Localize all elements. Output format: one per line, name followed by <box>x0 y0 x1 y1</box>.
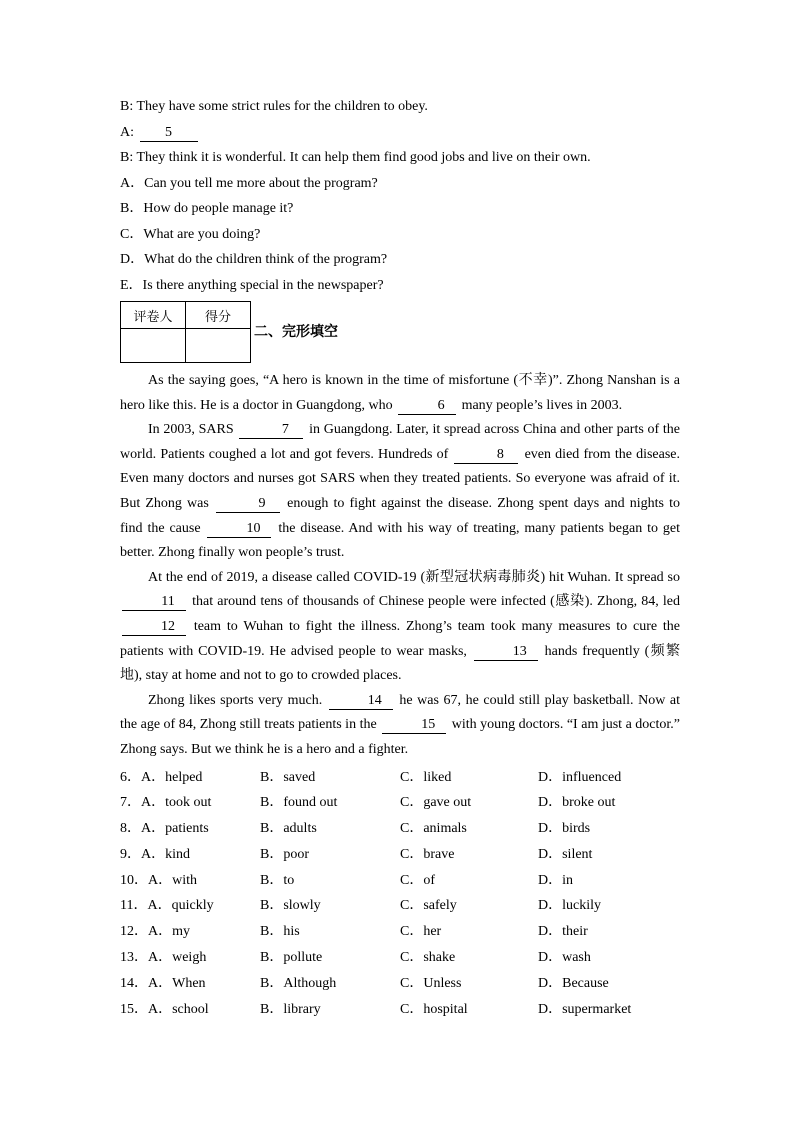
choice-b: B．How do people manage it? <box>120 201 294 216</box>
option-d[interactable]: D．wash <box>538 950 591 966</box>
option-b[interactable]: B．his <box>260 924 300 940</box>
passage-text: the disease. And with his way of treating, many patients began to get better. Zhong finally won people’s trust. <box>120 520 681 561</box>
option-row-6 <box>120 765 680 791</box>
choice-c: C．What are you doing? <box>120 226 261 242</box>
passage-text: team to Wuhan to fight the illness. Zhong’s team took many measures to cure the patients with COVID-19. He advised people to wear masks, <box>120 618 681 659</box>
option-b[interactable]: B．slowly <box>260 898 321 914</box>
passage-text: with young doctors. “I am just a doctor.” Zhong says. But we think he is a hero and a fighter. <box>120 717 681 757</box>
option-a[interactable]: 8．A．patients <box>120 821 209 837</box>
score-cell[interactable] <box>186 329 251 363</box>
option-b[interactable]: B．pollute <box>260 950 323 966</box>
speaker-label: A: <box>120 124 134 140</box>
answer-blank-7[interactable]: 7 <box>239 422 303 439</box>
choice-e: E．Is there anything special in the newspaper? <box>120 277 384 293</box>
option-row-10 <box>120 868 680 894</box>
option-c[interactable]: C．Unless <box>400 975 462 991</box>
option-a[interactable]: 10．A．with <box>120 872 197 888</box>
option-d[interactable]: D．influenced <box>538 769 622 785</box>
option-d[interactable]: D．broke out <box>538 795 616 811</box>
passage-text: that around tens of thousands of Chinese people were infected (感染). Zhong, 84, led <box>192 594 680 610</box>
answer-blank-15[interactable]: 15 <box>382 717 446 734</box>
speaker-label: B: <box>120 99 134 114</box>
passage-text: in Guangdong. Later, it spread across China and other parts of the world. Patients coughed a lot and got fevers. Hundreds of <box>120 422 681 462</box>
option-a[interactable]: 13．A．weigh <box>120 950 207 966</box>
option-d[interactable]: D．supermarket <box>538 1001 632 1017</box>
passage-text: In 2003, SARS <box>148 422 234 438</box>
answer-blank-13[interactable]: 13 <box>474 644 538 661</box>
exam-page <box>120 94 680 1022</box>
option-b[interactable]: B．library <box>260 1001 321 1017</box>
speaker-label: B: <box>120 150 134 165</box>
option-a[interactable]: 14．A．When <box>120 975 206 991</box>
answer-blank-10[interactable]: 10 <box>207 521 271 538</box>
option-row-14 <box>120 971 680 997</box>
dialogue-line-b2 <box>120 145 680 171</box>
option-c[interactable]: C．animals <box>400 821 467 837</box>
option-d[interactable]: D．Because <box>538 975 609 991</box>
answer-blank-11[interactable]: 11 <box>122 594 186 611</box>
passage-text: enough to fight against the disease. Zhong spent days and nights to find the cause <box>120 495 680 536</box>
option-b[interactable]: B．poor <box>260 846 309 862</box>
option-b[interactable]: B．to <box>260 872 295 888</box>
choice-d: D．What do the children think of the program? <box>120 252 388 267</box>
option-a[interactable]: 9．A．kind <box>120 846 190 862</box>
dialogue-text: They have some strict rules for the children to obey. <box>136 99 428 114</box>
answer-blank-8[interactable]: 8 <box>454 447 518 464</box>
passage-text: many people’s lives in 2003. <box>461 397 623 413</box>
option-d[interactable]: D．silent <box>538 846 593 862</box>
passage-text: hands frequently (频繁地), stay at home and not to go to crowded places. <box>120 643 680 684</box>
option-a[interactable]: 12．A．my <box>120 924 190 940</box>
passage-text: Zhong likes sports very much. <box>148 692 323 708</box>
passage-paragraph-1 <box>120 369 680 418</box>
reviewer-header: 评卷人 <box>121 302 186 329</box>
option-c[interactable]: C．liked <box>400 769 452 785</box>
answer-blank-9[interactable]: 9 <box>216 496 280 513</box>
option-row-7 <box>120 790 680 816</box>
answer-blank-6[interactable]: 6 <box>398 398 456 415</box>
option-a[interactable]: 6．A．helped <box>120 769 203 785</box>
reviewer-cell[interactable] <box>121 329 186 363</box>
passage-text: As the saying goes, “A hero is known in the time of misfortune (不幸)”. Zhong Nanshan is a hero like this. He is a doctor in Guangdong, who <box>120 373 680 413</box>
option-a[interactable]: 11．A．quickly <box>120 898 214 914</box>
section-title: 二、完形填空 <box>254 324 338 340</box>
passage-paragraph-4 <box>120 689 680 763</box>
option-c[interactable]: C．hospital <box>400 1001 468 1017</box>
option-d[interactable]: D．birds <box>538 821 591 837</box>
answer-blank-12[interactable]: 12 <box>122 619 186 636</box>
option-d[interactable]: D．in <box>538 872 573 888</box>
option-row-11 <box>120 893 680 919</box>
option-d[interactable]: D．their <box>538 924 588 940</box>
passage-text: even died from the disease. Even many doctors and nurses got SARS when they treated patients. So everyone was afraid of it. But Zhong was <box>120 446 681 511</box>
option-row-8 <box>120 816 680 842</box>
dialogue-line-b1 <box>120 94 680 120</box>
option-b[interactable]: B．adults <box>260 821 317 837</box>
option-a[interactable]: 7．A．took out <box>120 795 212 811</box>
option-d[interactable]: D．luckily <box>538 898 601 914</box>
choice-a: A．Can you tell me more about the program? <box>120 175 378 191</box>
option-row-13 <box>120 945 680 971</box>
option-c[interactable]: C．brave <box>400 846 455 862</box>
option-row-12 <box>120 919 680 945</box>
option-c[interactable]: C．of <box>400 872 435 888</box>
option-a[interactable]: 15．A．school <box>120 1001 209 1017</box>
passage-text: he was 67, he could still play basketball. Now at the age of 84, Zhong still treats patients in the <box>120 692 681 733</box>
score-header: 得分 <box>186 302 251 329</box>
option-c[interactable]: C．her <box>400 924 442 940</box>
option-b[interactable]: B．found out <box>260 795 338 811</box>
passage-paragraph-2 <box>120 418 680 566</box>
option-c[interactable]: C．safely <box>400 898 457 914</box>
dialogue-line-a5 <box>120 120 680 146</box>
options-list <box>120 765 680 1023</box>
answer-blank-14[interactable]: 14 <box>329 693 393 710</box>
option-row-9 <box>120 842 680 868</box>
option-b[interactable]: B．saved <box>260 769 316 785</box>
section-header <box>120 301 680 367</box>
passage-text: At the end of 2019, a disease called COVID-19 (新型冠状病毒肺炎) hit Wuhan. It spread so <box>148 569 680 585</box>
dialogue-text: They think it is wonderful. It can help them find good jobs and live on their own. <box>136 150 591 165</box>
passage-paragraph-3 <box>120 566 680 689</box>
option-b[interactable]: B．Although <box>260 975 337 991</box>
answer-blank-5[interactable]: 5 <box>140 125 198 142</box>
option-c[interactable]: C．gave out <box>400 795 472 811</box>
option-c[interactable]: C．shake <box>400 950 456 966</box>
score-table <box>120 301 251 363</box>
option-row-15 <box>120 997 680 1023</box>
